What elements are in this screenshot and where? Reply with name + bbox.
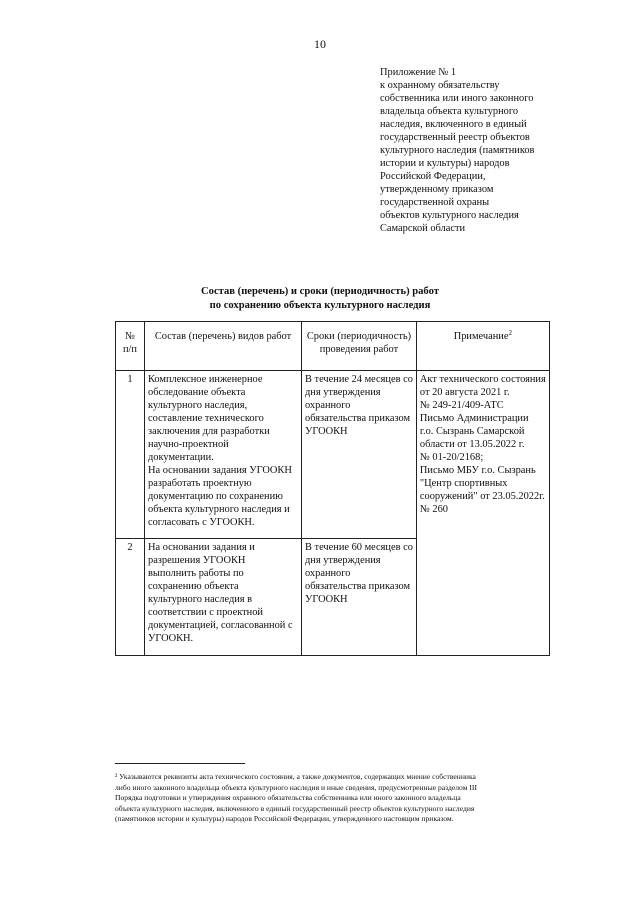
terms-cell xyxy=(302,371,417,539)
works-cell xyxy=(145,371,302,539)
cell-line: дня утверждения xyxy=(305,555,381,566)
cell-line: Комплексное инженерное xyxy=(148,374,263,385)
heading-line: Состав (перечень) и сроки (периодичность) работ xyxy=(201,286,439,297)
footnote-line: Порядка подготовки и утверждения охранного обязательства собственника или иного законного владельца xyxy=(115,793,461,803)
cell-line: заключения для разработки xyxy=(148,426,270,437)
footnote-marker: 2 xyxy=(508,329,512,337)
annex-line: культурного наследия (памятников xyxy=(380,145,535,156)
annex-line: к охранному обязательству xyxy=(380,80,500,91)
cell-line: сооружений" от 23.05.2022г. xyxy=(419,491,545,502)
header-text: Сроки (периодичность) xyxy=(306,331,412,342)
cell-line: документации. xyxy=(148,452,214,463)
header-number xyxy=(116,322,145,371)
annex-line: наследия, включенного в единый xyxy=(380,119,527,130)
works-cell xyxy=(145,539,302,656)
cell-line: научно-проектной xyxy=(148,439,229,450)
annex-line: Российской Федерации, xyxy=(380,171,486,182)
cell-line: обследование объекта xyxy=(148,387,246,398)
cell-line: обязательства приказом xyxy=(305,413,411,424)
cell-line: Письмо Администрации xyxy=(419,413,529,424)
cell-line: № 01-20/2168; xyxy=(419,452,484,463)
header-works xyxy=(145,322,302,371)
footnote-line: ² Указываются реквизиты акта технического состояния, а также документов, содержащих мнение собственника xyxy=(115,772,476,781)
page-number: 10 xyxy=(314,37,326,51)
footnote-line: (памятников истории и культуры) народов Российской Федерации, утвержденного настоящим приказом. xyxy=(115,814,454,824)
heading-line: по сохранению объекта культурного наследия xyxy=(209,300,431,311)
header-text: проведения работ xyxy=(319,344,399,355)
terms-cell xyxy=(302,539,417,656)
cell-line: Акт технического состояния xyxy=(419,374,546,385)
note-cell xyxy=(416,371,549,656)
annex-line: государственной охраны xyxy=(380,197,490,208)
annex-line: государственный реестр объектов xyxy=(380,132,530,143)
cell-line: охранного xyxy=(305,568,351,579)
annex-line: владельца объекта культурного xyxy=(380,106,519,117)
annex-line: утвержденному приказом xyxy=(380,184,494,195)
annex-line: Приложение № 1 xyxy=(380,67,457,78)
cell-line: "Центр спортивных xyxy=(419,478,508,489)
row-number: 2 xyxy=(116,539,145,656)
header-text: Состав (перечень) видов работ xyxy=(154,331,292,342)
cell-line: охранного xyxy=(305,400,351,411)
cell-line: согласовать с УГООКН. xyxy=(148,517,255,528)
table-row xyxy=(116,371,550,539)
cell-line: документацией, согласованной с xyxy=(148,620,293,631)
annex-line: собственника или иного законного xyxy=(380,93,534,104)
cell-line: области от 13.05.2022 г. xyxy=(419,439,525,450)
cell-line: На основании задания и xyxy=(148,542,255,553)
cell-line: культурного наследия в xyxy=(148,594,253,605)
header-text: п/п xyxy=(122,344,137,355)
footnote-line: либо иного законного владельца объекта культурного наследия и иные сведения, предусмотренные разделом III xyxy=(115,782,477,792)
cell-line: разрешения УГООКН xyxy=(148,555,246,566)
cell-line: сохранению объекта xyxy=(148,581,239,592)
footnote-divider xyxy=(115,763,245,764)
works-table xyxy=(115,321,550,656)
cell-line: дня утверждения xyxy=(305,387,381,398)
annex-caption xyxy=(380,66,580,235)
footnote xyxy=(115,772,535,825)
annex-line: Самарской области xyxy=(380,223,466,234)
cell-line: документацию по сохранению xyxy=(148,491,283,502)
header-text: № xyxy=(125,331,135,342)
table-header-row xyxy=(116,322,550,371)
cell-line: № 249-21/409-АТС xyxy=(419,400,504,411)
cell-line: обязательства приказом xyxy=(305,581,411,592)
cell-line: объекта культурного наследия и xyxy=(148,504,290,515)
cell-line: На основании задания УГООКН xyxy=(148,465,292,476)
cell-line: разработать проектную xyxy=(148,478,252,489)
cell-line: УГООКН xyxy=(305,426,348,437)
cell-line: УГООКН. xyxy=(148,633,194,644)
header-text: Примечание xyxy=(453,331,509,342)
header-terms xyxy=(302,322,417,371)
cell-line: от 20 августа 2021 г. xyxy=(419,387,510,398)
cell-line: г.о. Сызрань Самарской xyxy=(419,426,525,437)
cell-line: выполнить работы по xyxy=(148,568,244,579)
footnote-line: объекта культурного наследия, включенного в единый государственный реестр объектов культурного наследия xyxy=(115,803,475,813)
header-note xyxy=(416,322,549,371)
document-heading xyxy=(0,285,640,313)
row-number: 1 xyxy=(116,371,145,539)
cell-line: культурного наследия, xyxy=(148,400,248,411)
cell-line: соответствии с проектной xyxy=(148,607,263,618)
annex-line: объектов культурного наследия xyxy=(380,210,519,221)
cell-line: № 260 xyxy=(419,504,449,515)
cell-line: УГООКН xyxy=(305,594,348,605)
cell-line: Письмо МБУ г.о. Сызрань xyxy=(419,465,536,476)
cell-line: В течение 24 месяцев со xyxy=(305,374,413,385)
cell-line: В течение 60 месяцев со xyxy=(305,542,413,553)
cell-line: составление технического xyxy=(148,413,264,424)
annex-line: истории и культуры) народов xyxy=(380,158,510,169)
